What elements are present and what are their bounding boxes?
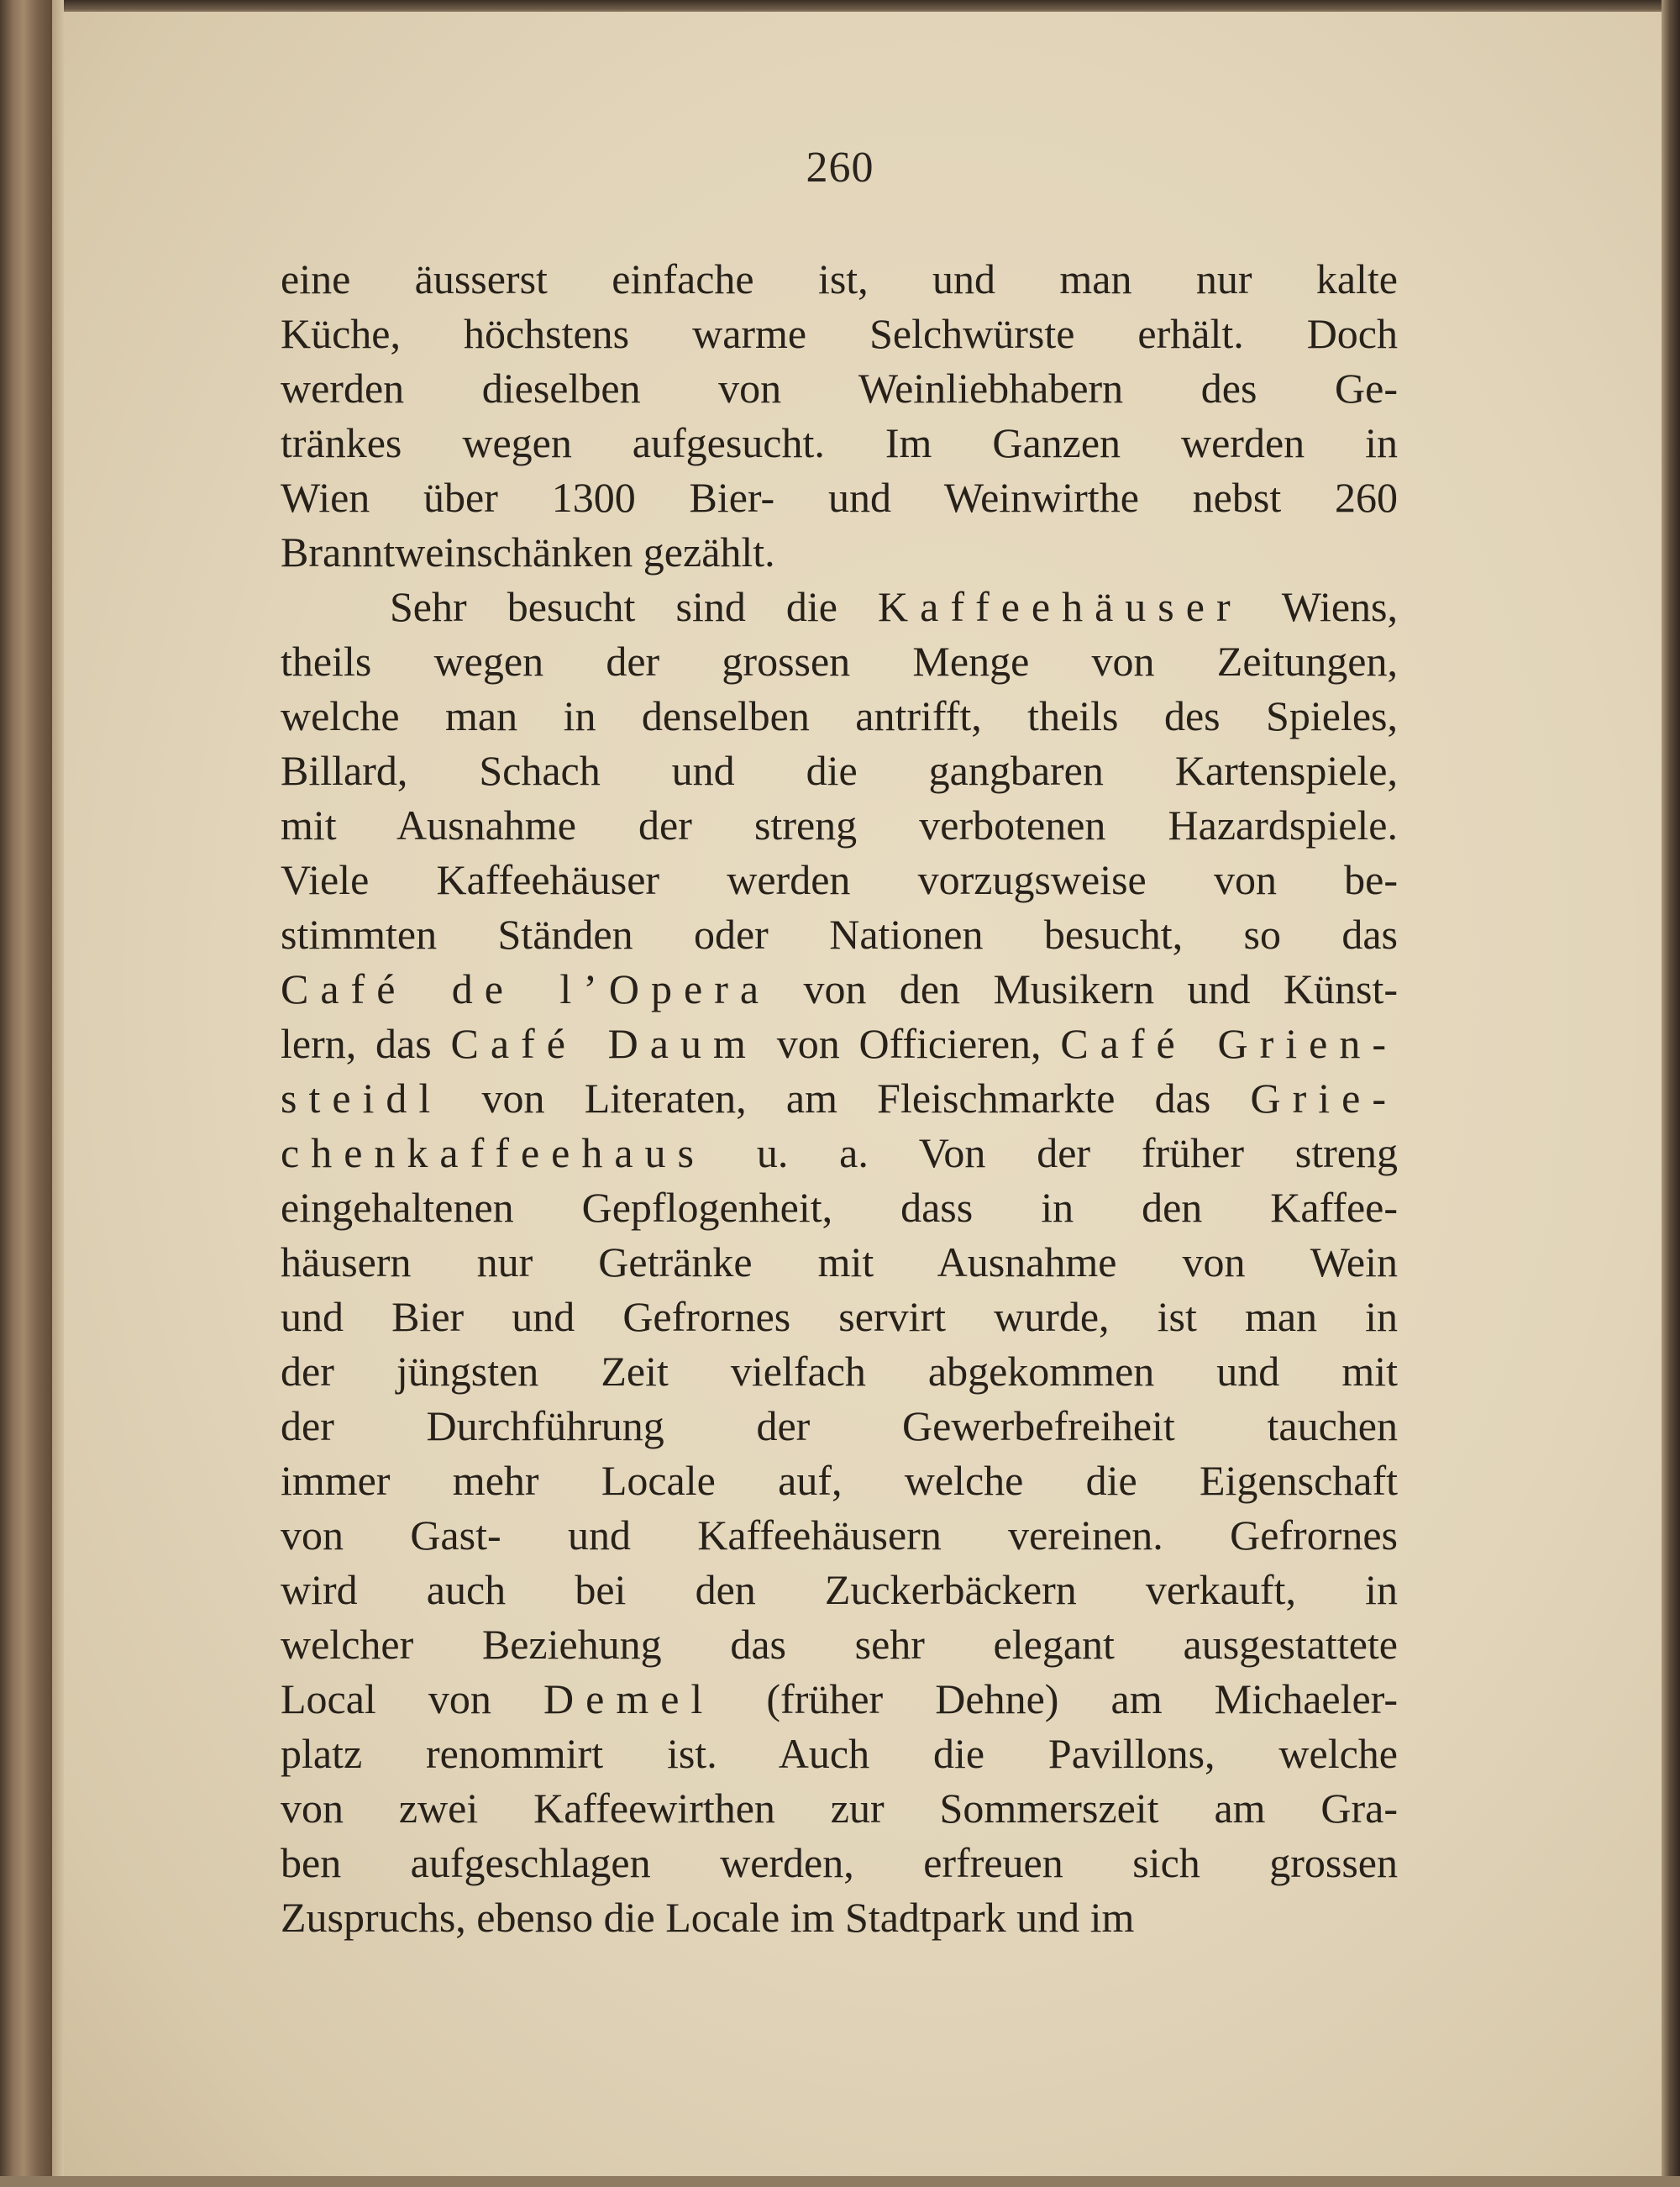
text-segment: von Literaten, am Fleischmarkte das <box>442 1075 1251 1122</box>
text-line <box>281 361 1398 416</box>
emphasized-text: chenkaffeehaus <box>281 1129 706 1176</box>
text-line <box>281 907 1398 962</box>
text-segment: von zwei Kaffeewirthen zur Sommerszeit am Gra- <box>281 1785 1398 1832</box>
text-line <box>281 416 1398 471</box>
text-line <box>281 1399 1398 1454</box>
text-line <box>281 1890 1398 1945</box>
text-line <box>281 689 1398 744</box>
book-binding <box>0 0 52 2187</box>
text-segment: welcher Beziehung das sehr elegant ausgestattete <box>281 1621 1398 1668</box>
text-segment: u. a. Von der früher streng <box>706 1129 1398 1176</box>
text-segment: lern, das <box>281 1020 451 1067</box>
text-line <box>281 1836 1398 1890</box>
text-line <box>281 1290 1398 1344</box>
text-segment: platz renommirt ist. Auch die Pavillons, welche <box>281 1730 1398 1777</box>
text-segment: Wiens, <box>1242 583 1398 630</box>
emphasized-text: Demel <box>543 1675 715 1722</box>
text-line <box>281 798 1398 853</box>
text-line <box>281 1454 1398 1508</box>
text-segment: Billard, Schach und die gangbaren Kartenspiele, <box>281 747 1398 794</box>
text-segment: tränkes wegen aufgesucht. Im Ganzen werden in <box>281 419 1398 466</box>
text-line <box>281 471 1398 525</box>
emphasized-text: steidl <box>281 1075 443 1122</box>
text-line <box>281 1126 1398 1180</box>
page-right-edge <box>1662 0 1680 2187</box>
text-line <box>281 1235 1398 1290</box>
text-segment: von Officieren, <box>757 1020 1061 1067</box>
text-segment: wird auch bei den Zuckerbäckern verkauft, in <box>281 1566 1398 1613</box>
text-line <box>281 962 1398 1017</box>
text-segment: ben aufgeschlagen werden, erfreuen sich grossen <box>281 1839 1398 1886</box>
text-line <box>281 1071 1398 1126</box>
text-segment: werden dieselben von Weinliebhabern des Ge- <box>281 365 1398 412</box>
page-bottom-edge <box>0 2176 1680 2187</box>
text-segment: Viele Kaffeehäuser werden vorzugsweise von be- <box>281 856 1398 903</box>
emphasized-text: Café Daum <box>450 1020 758 1067</box>
text-segment: Local von <box>281 1675 544 1722</box>
text-line <box>281 1727 1398 1781</box>
text-segment: Küche, höchstens warme Selchwürste erhält. Doch <box>281 310 1398 357</box>
text-line <box>281 307 1398 361</box>
text-segment: häusern nur Getränke mit Ausnahme von Wein <box>281 1238 1398 1285</box>
emphasized-text: Café Grien- <box>1060 1020 1398 1067</box>
text-line <box>281 1344 1398 1399</box>
text-segment: Branntweinschänken gezählt. <box>281 528 775 576</box>
text-segment: Wien über 1300 Bier- und Weinwirthe nebst 260 <box>281 474 1398 521</box>
text-line <box>281 634 1398 689</box>
text-line <box>281 1617 1398 1672</box>
text-segment: welche man in denselben antrifft, theils des Spieles, <box>281 692 1398 739</box>
text-line <box>281 1017 1398 1071</box>
text-segment: theils wegen der grossen Menge von Zeitungen, <box>281 638 1398 685</box>
text-line <box>281 1563 1398 1617</box>
emphasized-text: Kaffeehäuser <box>878 583 1242 630</box>
binding-edge <box>52 0 64 2187</box>
text-segment: eingehaltenen Gepflogenheit, dass in den Kaffee- <box>281 1184 1398 1231</box>
text-segment: mit Ausnahme der streng verbotenen Hazardspiele. <box>281 802 1398 849</box>
emphasized-text: Café de l’Opera <box>281 965 771 1012</box>
text-segment: (früher Dehne) am Michaeler- <box>714 1675 1398 1722</box>
body-text <box>281 252 1398 1945</box>
text-segment: Zuspruchs, ebenso die Locale im Stadtpark und im <box>281 1894 1135 1941</box>
text-segment: eine äusserst einfache ist, und man nur kalte <box>281 255 1398 302</box>
text-line <box>281 1180 1398 1235</box>
text-segment: Sehr besucht sind die <box>390 583 879 630</box>
emphasized-text: Grie- <box>1250 1075 1398 1122</box>
text-segment: stimmten Ständen oder Nationen besucht, so das <box>281 911 1398 958</box>
text-segment: von den Musikern und Künst- <box>770 965 1399 1012</box>
text-segment: von Gast- und Kaffeehäusern vereinen. Gefrornes <box>281 1511 1398 1559</box>
text-line <box>281 853 1398 907</box>
text-segment: immer mehr Locale auf, welche die Eigenschaft <box>281 1457 1398 1504</box>
text-segment: und Bier und Gefrornes servirt wurde, ist man in <box>281 1293 1398 1340</box>
text-line <box>281 1508 1398 1563</box>
text-line <box>281 525 1398 580</box>
text-segment: der Durchführung der Gewerbefreiheit tauchen <box>281 1402 1398 1449</box>
text-segment: der jüngsten Zeit vielfach abgekommen und mit <box>281 1348 1398 1395</box>
text-line <box>281 252 1398 307</box>
text-line <box>281 580 1398 634</box>
text-line <box>281 1781 1398 1836</box>
text-line <box>281 744 1398 798</box>
text-line <box>281 1672 1398 1727</box>
page-number: 260 <box>806 144 874 192</box>
